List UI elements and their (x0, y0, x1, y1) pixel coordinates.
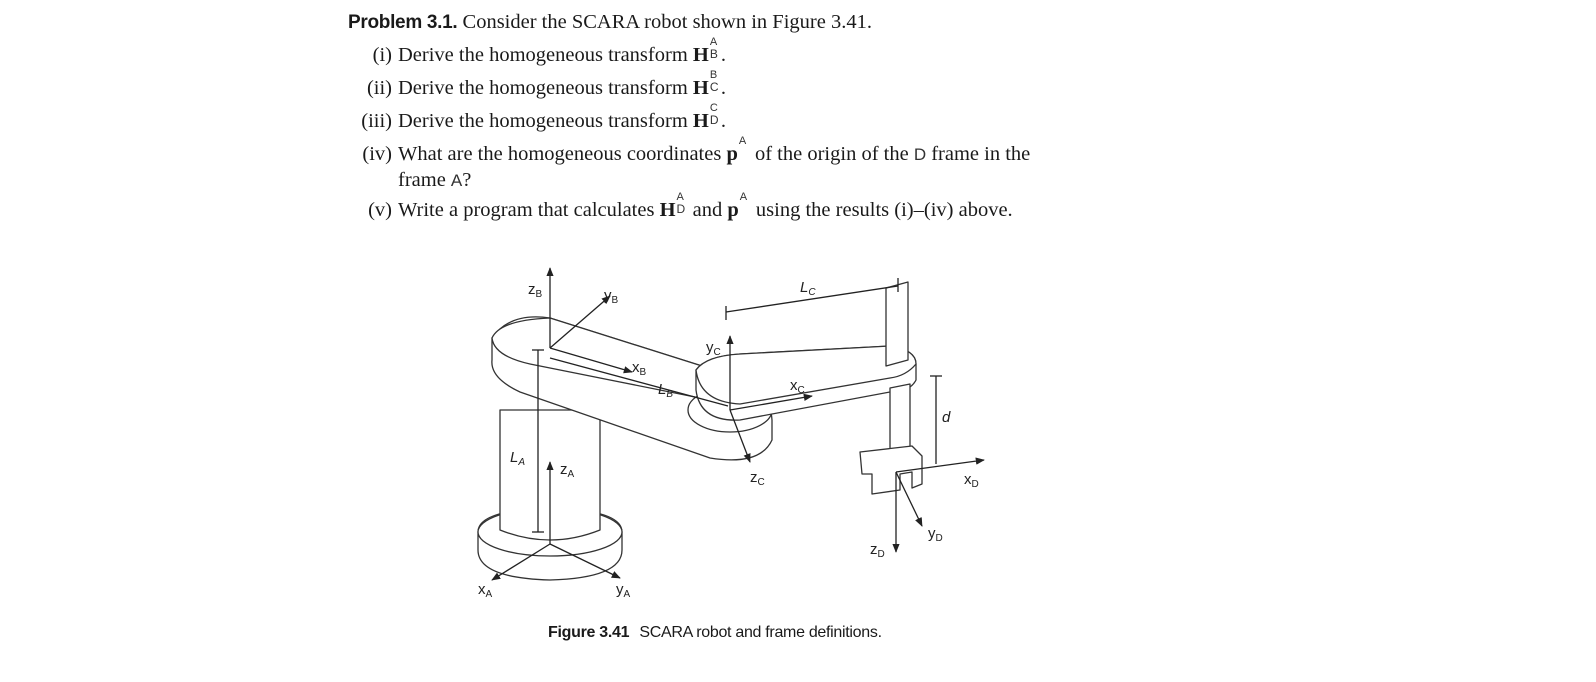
problem-item-iv (348, 135, 1148, 194)
item-number: (v) (368, 199, 392, 221)
item-continuation (398, 167, 1148, 194)
item-text: What are the homogeneous coordinates (398, 143, 722, 165)
yB-label: $y_B$ (604, 287, 619, 306)
LA-label: $L_A$ (510, 449, 526, 468)
problem-header (348, 6, 1148, 39)
superscript: B (709, 69, 718, 81)
zA-label: $z_A$ (560, 461, 575, 480)
item-end: ? (462, 169, 472, 191)
xA-label: $x_A$ (478, 581, 493, 600)
superscript: A (739, 191, 748, 203)
yC-label: $y_C$ (706, 339, 721, 358)
xD-label: $x_D$ (964, 471, 979, 490)
figure-caption (548, 624, 882, 642)
shaft-top (886, 282, 908, 366)
script (676, 191, 688, 216)
superscript: C (709, 102, 718, 114)
superscript: A (676, 191, 684, 203)
frame-symbol: A (450, 171, 463, 190)
zC-label: $z_C$ (750, 469, 765, 488)
problem-item-i (348, 36, 1148, 72)
item-text: Write a program that calculates (398, 199, 655, 221)
zB-label: $z_B$ (528, 281, 543, 300)
superscript: A (709, 36, 718, 48)
scara-robot-diagram (460, 260, 1020, 620)
script (709, 36, 721, 61)
item-text: Derive the homogeneous transform (398, 44, 688, 66)
script (738, 135, 750, 160)
item-text: of the origin of the (754, 143, 909, 165)
matrix-symbol: H (659, 199, 676, 221)
LC-label: $L_C$ (800, 279, 816, 298)
item-number: (i) (372, 44, 392, 66)
xB-label: $x_B$ (632, 359, 647, 378)
subscript: C (709, 80, 719, 94)
item-number: (iv) (362, 143, 392, 165)
script (709, 69, 721, 94)
zD-label: $z_D$ (870, 541, 885, 560)
item-end: . (720, 77, 726, 99)
script (709, 102, 721, 127)
item-end: . (720, 110, 726, 132)
item-text: frame (398, 169, 446, 191)
script (739, 191, 751, 216)
yD-label: $y_D$ (928, 525, 943, 544)
item-text: frame in the (931, 143, 1031, 165)
problem-intro: Consider the SCARA robot shown in Figure 3.41. (462, 11, 872, 33)
item-number: (iii) (361, 110, 392, 132)
xC-label: $x_C$ (790, 377, 805, 396)
item-number: (ii) (366, 77, 392, 99)
problem-item-v (348, 191, 1148, 227)
problem-item-ii (348, 69, 1148, 105)
problem-item-iii (348, 102, 1148, 138)
problem-label: Problem 3.1. (348, 12, 458, 33)
caption-label: Figure 3.41 (548, 624, 630, 641)
item-text: and (692, 199, 723, 221)
item-text: Derive the homogeneous transform (398, 110, 688, 132)
matrix-symbol: H (692, 77, 709, 99)
scara-robot-figure (460, 260, 1020, 620)
yA-label: $y_A$ (616, 581, 631, 600)
frame-symbol: D (913, 145, 927, 164)
subscript: D (709, 113, 719, 127)
matrix-symbol: H (692, 44, 709, 66)
item-text: using the results (i)–(iv) above. (755, 199, 1013, 221)
item-text: Derive the homogeneous transform (398, 77, 688, 99)
matrix-symbol: H (692, 110, 709, 132)
d-label: d (942, 409, 951, 426)
vector-symbol: p (726, 143, 738, 165)
subscript: B (709, 47, 718, 61)
superscript: A (738, 135, 747, 147)
caption-text: SCARA robot and frame definitions. (639, 624, 882, 641)
problem-statement (348, 6, 1148, 227)
vector-symbol: p (727, 199, 739, 221)
item-end: . (720, 44, 726, 66)
subscript: D (676, 202, 686, 216)
LB-label: $L_B$ (658, 381, 674, 400)
